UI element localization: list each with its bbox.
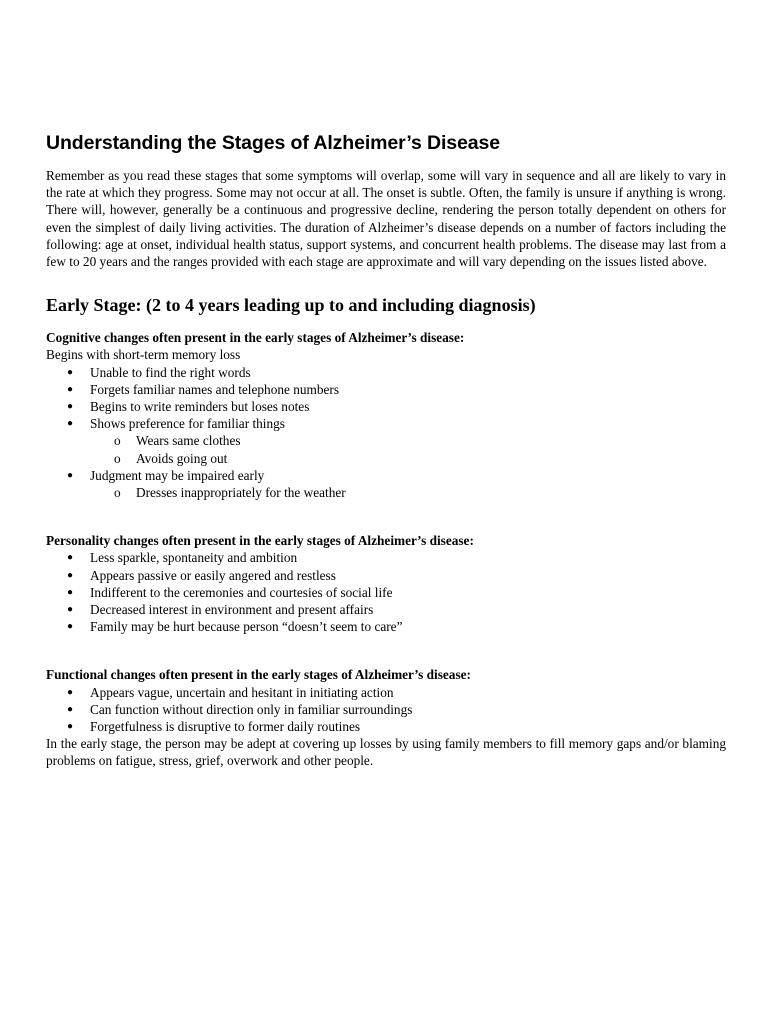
- list-item-text: Judgment may be impaired early: [90, 467, 265, 483]
- sublist-item-text: Dresses inappropriately for the weather: [136, 485, 346, 501]
- bullet-icon: ●: [67, 621, 74, 633]
- sublist-item: [90, 432, 726, 449]
- list-item: [46, 549, 726, 566]
- document-page: [46, 131, 726, 770]
- list-item-text: Decreased interest in environment and present affairs: [90, 602, 374, 618]
- judgment-sublist: [90, 484, 726, 501]
- list-item-text: Forgetfulness is disruptive to former daily routines: [90, 719, 361, 735]
- list-item: [46, 684, 726, 701]
- bullet-icon: ●: [67, 552, 74, 564]
- bullet-icon: ●: [67, 469, 74, 481]
- personality-heading: Personality changes often present in the early stages of Alzheimer’s disease:: [46, 533, 474, 549]
- bullet-icon: ●: [67, 366, 74, 378]
- cognitive-lead: Begins with short-term memory loss: [46, 347, 241, 363]
- list-item-text: Appears passive or easily angered and restless: [90, 567, 336, 583]
- circle-bullet-icon: o: [114, 450, 121, 466]
- list-item-text: Begins to write reminders but loses notes: [90, 399, 310, 415]
- functional-section: [46, 666, 726, 735]
- bullet-icon: ●: [67, 401, 74, 413]
- list-item-text: Can function without direction only in familiar surroundings: [90, 701, 413, 717]
- list-item: [46, 718, 726, 735]
- list-item-text: Indifferent to the ceremonies and courtesies of social life: [90, 584, 393, 600]
- cognitive-heading: Cognitive changes often present in the early stages of Alzheimer’s disease:: [46, 330, 465, 346]
- cognitive-list: [46, 364, 726, 502]
- circle-bullet-icon: o: [114, 433, 121, 449]
- sublist-item-text: Avoids going out: [136, 450, 228, 466]
- list-item: [46, 398, 726, 415]
- bullet-icon: ●: [67, 703, 74, 715]
- list-item-text: Forgets familiar names and telephone numbers: [90, 381, 340, 397]
- personality-list: [46, 549, 726, 635]
- list-item: [46, 701, 726, 718]
- circle-bullet-icon: o: [114, 485, 121, 501]
- list-item-text: Shows preference for familiar things: [90, 416, 285, 432]
- cognitive-section: [46, 329, 726, 501]
- list-item: [46, 381, 726, 398]
- list-item: [46, 567, 726, 584]
- bullet-icon: ●: [67, 383, 74, 395]
- list-item: [46, 467, 726, 501]
- functional-list: [46, 684, 726, 736]
- functional-heading: Functional changes often present in the early stages of Alzheimer’s disease:: [46, 667, 471, 683]
- list-item: [46, 415, 726, 467]
- list-item-text: Family may be hurt because person “doesn’t seem to care”: [90, 619, 403, 635]
- list-item: [46, 618, 726, 635]
- list-item: [46, 364, 726, 381]
- page-title: Understanding the Stages of Alzheimer’s Disease: [46, 132, 501, 154]
- familiar-things-sublist: [90, 432, 726, 466]
- personality-section: [46, 532, 726, 635]
- list-item-text: Appears vague, uncertain and hesitant in initiating action: [90, 684, 394, 700]
- intro-paragraph: Remember as you read these stages that some symptoms will overlap, some will vary in sequence and all are likely to vary in the rate at which they progress. Some may not occur at all. The onset is subtle. Often, the family is unsure if anything is wrong. There will, however, generally be a continuous and progressive decline, rendering the person totally dependent on others for even the simplest of daily living activities. The duration of Alzheimer’s disease depends on a number of factors including the following: age at onset, individual health status, support systems, and concurrent health problems. The disease may last from a few to 20 years and the ranges provided with each stage are approximate and will vary depending on the issues listed above.: [46, 168, 726, 270]
- bullet-icon: ●: [67, 586, 74, 598]
- list-item-text: Unable to find the right words: [90, 364, 251, 380]
- list-item: [46, 601, 726, 618]
- bullet-icon: ●: [67, 721, 74, 733]
- bullet-icon: ●: [67, 569, 74, 581]
- list-item-text: Less sparkle, spontaneity and ambition: [90, 550, 298, 566]
- bullet-icon: ●: [67, 686, 74, 698]
- early-stage-heading: Early Stage: (2 to 4 years leading up to and including diagnosis): [46, 295, 536, 316]
- sublist-item: [90, 484, 726, 501]
- closing-paragraph: In the early stage, the person may be adept at covering up losses by using family members to fill memory gaps and/or blaming problems on fatigue, stress, grief, overwork and other people.: [46, 736, 726, 769]
- sublist-item: [90, 450, 726, 467]
- sublist-item-text: Wears same clothes: [136, 433, 241, 449]
- list-item: [46, 584, 726, 601]
- bullet-icon: ●: [67, 418, 74, 430]
- bullet-icon: ●: [67, 604, 74, 616]
